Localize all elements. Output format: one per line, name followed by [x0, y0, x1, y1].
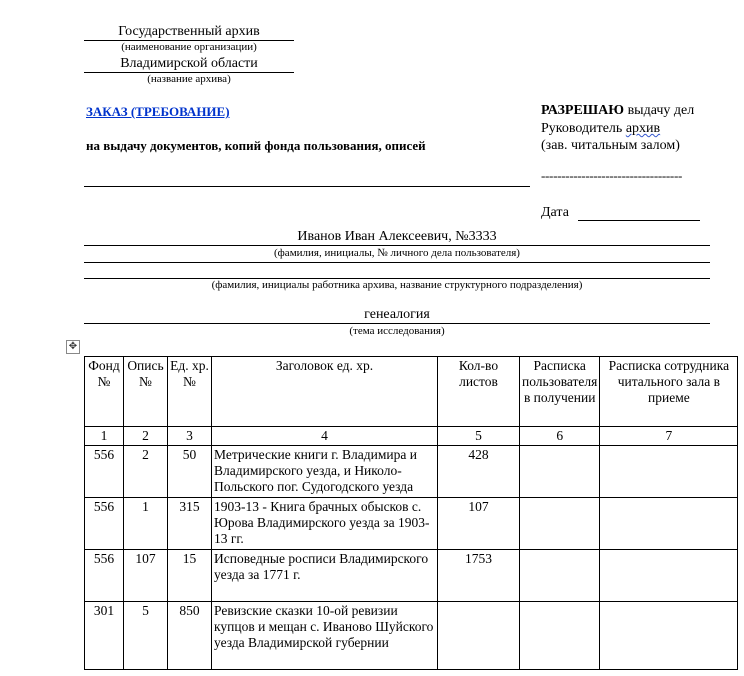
cell-fond[interactable]: 301 — [85, 602, 124, 670]
col-number: 1 — [85, 427, 124, 446]
cell-sheets[interactable] — [438, 602, 520, 670]
topic-caption: (тема исследования) — [349, 325, 445, 337]
date-underline — [578, 220, 700, 221]
cell-opis[interactable]: 107 — [124, 550, 168, 602]
user-underline — [84, 245, 710, 246]
col-number: 3 — [168, 427, 212, 446]
order-title: ЗАКАЗ (ТРЕБОВАНИЕ) — [86, 104, 230, 119]
header-fond: Фонд № — [85, 357, 124, 427]
header-sheets: Кол-во листов — [438, 357, 520, 427]
table-number-row — [85, 427, 738, 446]
col-number: 2 — [124, 427, 168, 446]
date-label: Дата — [541, 205, 569, 220]
cell-opis[interactable]: 2 — [124, 446, 168, 498]
table-row — [85, 446, 738, 498]
table-row — [85, 602, 738, 670]
permit-line — [541, 103, 694, 119]
archive-name: Владимирской области — [120, 56, 258, 71]
cell-staff-receipt[interactable] — [600, 446, 738, 498]
cell-sheets[interactable]: 428 — [438, 446, 520, 498]
cell-ed[interactable]: 50 — [168, 446, 212, 498]
cell-title[interactable]: Ревизские сказки 10-ой ревизии купцов и мещан с. Иваново Шуйского уезда Владимирской губернии — [212, 602, 438, 670]
cell-opis[interactable]: 1 — [124, 498, 168, 550]
reading-room: (зав. читальным залом) — [541, 138, 680, 153]
cell-title[interactable]: Метрические книги г. Владимира и Владимирского уезда, и Николо-Польского пог. Судогодского уезда — [212, 446, 438, 498]
topic-value: генеалогия — [364, 307, 430, 322]
header-user-receipt: Расписка пользователя в получении — [520, 357, 600, 427]
cell-ed[interactable]: 15 — [168, 550, 212, 602]
permit-rest: выдачу дел — [624, 103, 695, 118]
cell-title[interactable]: Исповедные росписи Владимирского уезда за 1771 г. — [212, 550, 438, 602]
table-header-row — [85, 357, 738, 427]
user-caption: (фамилия, инициалы, № личного дела пользователя) — [274, 247, 520, 259]
col-number: 4 — [212, 427, 438, 446]
table-row — [85, 550, 738, 602]
table-row — [85, 498, 738, 550]
head-line — [541, 121, 660, 137]
employee-line-1 — [84, 262, 710, 263]
cell-user-receipt[interactable] — [520, 446, 600, 498]
cell-ed[interactable]: 850 — [168, 602, 212, 670]
employee-caption: (фамилия, инициалы работника архива, название структурного подразделения) — [211, 279, 583, 291]
col-number: 6 — [520, 427, 600, 446]
signature-line: ----------------------------------- — [541, 168, 683, 183]
archive-caption: (название архива) — [147, 73, 231, 85]
topic-underline — [84, 323, 710, 324]
org-name: Государственный архив — [118, 24, 260, 39]
cell-fond[interactable]: 556 — [85, 550, 124, 602]
header-opis: Опись № — [124, 357, 168, 427]
cell-staff-receipt[interactable] — [600, 550, 738, 602]
order-underline — [84, 186, 530, 187]
col-number: 5 — [438, 427, 520, 446]
table-move-handle-icon[interactable]: ✥ — [66, 340, 80, 354]
cell-staff-receipt[interactable] — [600, 602, 738, 670]
col-number: 7 — [600, 427, 738, 446]
cell-user-receipt[interactable] — [520, 498, 600, 550]
org-caption: (наименование организации) — [121, 41, 257, 53]
head-prefix: Руководитель — [541, 121, 626, 136]
cell-title[interactable]: 1903-13 - Книга брачных обысков с. Юрова Владимирского уезда за 1903-13 гг. — [212, 498, 438, 550]
order-subtitle: на выдачу документов, копий фонда пользования, описей — [86, 138, 426, 153]
cell-sheets[interactable]: 107 — [438, 498, 520, 550]
header-title: Заголовок ед. хр. — [212, 357, 438, 427]
head-word: архив — [625, 121, 661, 136]
documents-table — [84, 356, 738, 670]
cell-fond[interactable]: 556 — [85, 498, 124, 550]
cell-user-receipt[interactable] — [520, 550, 600, 602]
cell-user-receipt[interactable] — [520, 602, 600, 670]
cell-opis[interactable]: 5 — [124, 602, 168, 670]
permit-bold: РАЗРЕШАЮ — [541, 103, 625, 118]
header-ed: Ед. хр. № — [168, 357, 212, 427]
cell-ed[interactable]: 315 — [168, 498, 212, 550]
header-staff-receipt: Расписка сотрудника читального зала в приеме — [600, 357, 738, 427]
cell-sheets[interactable]: 1753 — [438, 550, 520, 602]
cell-fond[interactable]: 556 — [85, 446, 124, 498]
cell-staff-receipt[interactable] — [600, 498, 738, 550]
user-name: Иванов Иван Алексеевич, №3333 — [297, 229, 497, 244]
